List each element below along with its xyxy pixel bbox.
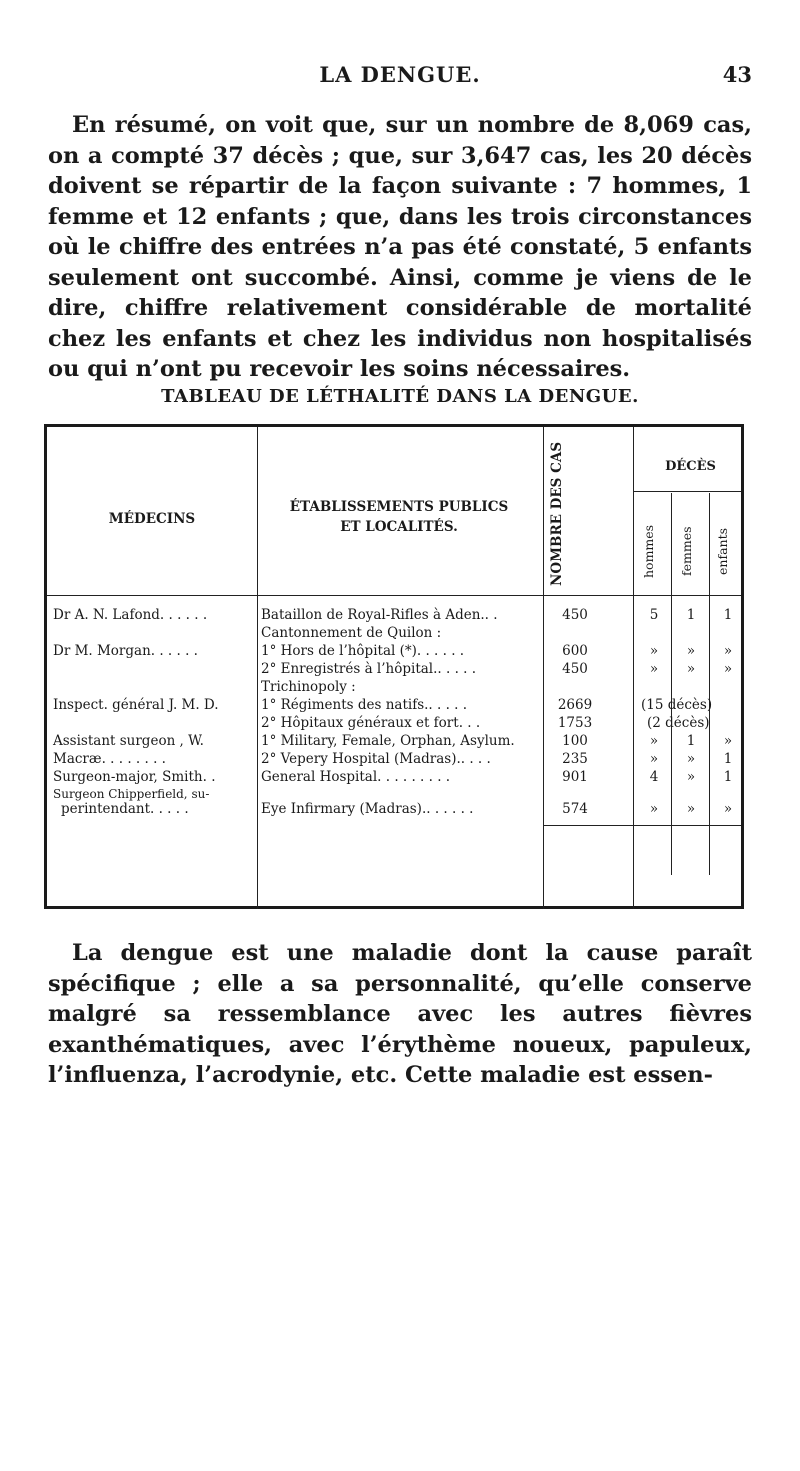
table-title: TABLEAU DE LÉTHALITÉ DANS LA DENGUE. <box>161 386 639 407</box>
cell-etablissement: Bataillon de Royal-Rifles à Aden.. . <box>261 607 498 623</box>
cell-enfants: 1 <box>723 607 733 623</box>
header-rule <box>47 595 741 596</box>
cell-etablissement: Cantonnement de Quilon : <box>261 625 442 641</box>
page-number: 43 <box>722 62 752 87</box>
cell-nombre: 235 <box>562 751 588 767</box>
cell-etablissement: 2° Vepery Hospital (Madras).. . . . <box>261 751 491 767</box>
col-divider <box>671 493 672 875</box>
cell-enfants: » <box>723 801 733 817</box>
cell-femmes: » <box>686 661 696 677</box>
cell-enfants: » <box>723 733 733 749</box>
cell-etablissement: Eye Infirmary (Madras).. . . . . . <box>261 801 474 817</box>
cell-etablissement: Trichinopoly : <box>261 679 356 695</box>
cell-nombre: 450 <box>562 607 588 623</box>
header-deces: DÉCÈS <box>665 459 716 474</box>
cell-etablissement: 1° Régiments des natifs.. . . . . <box>261 697 468 713</box>
cell-etablissement: 1° Military, Female, Orphan, Asylum. <box>261 733 515 749</box>
header-etablissements-l2: ET LOCALITÉS. <box>340 519 458 535</box>
cell-medecin: Assistant surgeon , W. <box>53 733 204 749</box>
col-divider <box>709 493 710 875</box>
header-medecins: MÉDECINS <box>108 511 196 527</box>
cell-medecin: Dr A. N. Lafond. . . . . . <box>53 607 208 623</box>
header-enfants: enfants <box>715 527 730 575</box>
paragraph-summary: En résumé, on voit que, sur un nombre de 8,069 cas, on a compté 37 décès ; que, sur 3,647 cas, les 20 décès doivent se répartir de la façon suivante : 7 hommes, 1 femme et 12 enfants ; que, dans les trois circonstances où le chiffre des entrées n’a pas été constaté, 5 enfants seulement ont succombé. Ainsi, comme je viens de le dire, chiffre relativement considérable de mortalité chez les enfants et chez les individus non hospitalisés ou qui n’ont pu recevoir les soins nécessaires. <box>48 112 752 382</box>
cell-deces-note: (15 décès) <box>641 697 713 713</box>
cell-femmes: » <box>686 801 696 817</box>
lower-table-anchor <box>44 824 744 825</box>
cell-medecin: Macræ. . . . . . . . <box>53 751 166 767</box>
lethality-table <box>44 424 744 909</box>
cell-hommes: » <box>649 643 659 659</box>
cell-hommes: 4 <box>649 769 659 785</box>
cell-nombre: 901 <box>562 769 588 785</box>
cell-enfants: 1 <box>723 751 733 767</box>
cell-hommes: » <box>649 733 659 749</box>
header-hommes: hommes <box>641 524 656 578</box>
cell-etablissement: 2° Hôpitaux généraux et fort. . . <box>261 715 481 731</box>
cell-hommes: » <box>649 661 659 677</box>
cell-medecin: Dr M. Morgan. . . . . . <box>53 643 198 659</box>
running-head <box>0 62 800 92</box>
cell-nombre: 574 <box>562 801 588 817</box>
col-divider <box>257 427 258 909</box>
cell-etablissement: 1° Hors de l’hôpital (*). . . . . . <box>261 643 465 659</box>
cell-hommes: 5 <box>649 607 659 623</box>
cell-medecin: Inspect. général J. M. D. <box>53 697 219 713</box>
totals-rule <box>543 825 741 826</box>
cell-nombre: 450 <box>562 661 588 677</box>
header-femmes: femmes <box>679 526 694 576</box>
cell-hommes: » <box>649 751 659 767</box>
cell-nombre: 600 <box>562 643 588 659</box>
header-etablissements <box>259 497 539 537</box>
cell-medecin: Surgeon Chipperfield, su- <box>53 787 210 801</box>
running-title: LA DENGUE. <box>319 62 481 87</box>
cell-nombre: 100 <box>562 733 588 749</box>
header-etablissements-l1: ÉTABLISSEMENTS PUBLICS <box>289 499 509 515</box>
cell-medecin: perintendant. . . . . <box>61 801 189 817</box>
cell-femmes: » <box>686 751 696 767</box>
cell-etablissement: 2° Enregistrés à l’hôpital.. . . . . <box>261 661 477 677</box>
deces-rule <box>633 491 741 492</box>
cell-nombre: 2669 <box>557 697 593 713</box>
cell-etablissement: General Hospital. . . . . . . . . <box>261 769 451 785</box>
cell-deces-note: (2 décès) <box>647 715 710 731</box>
col-divider <box>543 427 544 909</box>
cell-femmes: » <box>686 643 696 659</box>
cell-enfants: » <box>723 643 733 659</box>
cell-femmes: 1 <box>686 607 696 623</box>
cell-nombre: 1753 <box>557 715 593 731</box>
cell-enfants: 1 <box>723 769 733 785</box>
cell-femmes: » <box>686 769 696 785</box>
cell-femmes: 1 <box>686 733 696 749</box>
header-nombre: NOMBRE DES CAS <box>549 441 565 587</box>
cell-enfants: » <box>723 661 733 677</box>
cell-hommes: » <box>649 801 659 817</box>
cell-medecin: Surgeon-major, Smith. . <box>53 769 216 785</box>
paragraph-conclusion: La dengue est une maladie dont la cause paraît spécifique ; elle a sa personnalité, qu’elle conserve malgré sa ressemblance avec les autres fièvres exanthématiques, avec l’érythème noueux, papuleux, l’influenza, l’acrodynie, etc. Cette maladie est essen- <box>48 940 752 1088</box>
